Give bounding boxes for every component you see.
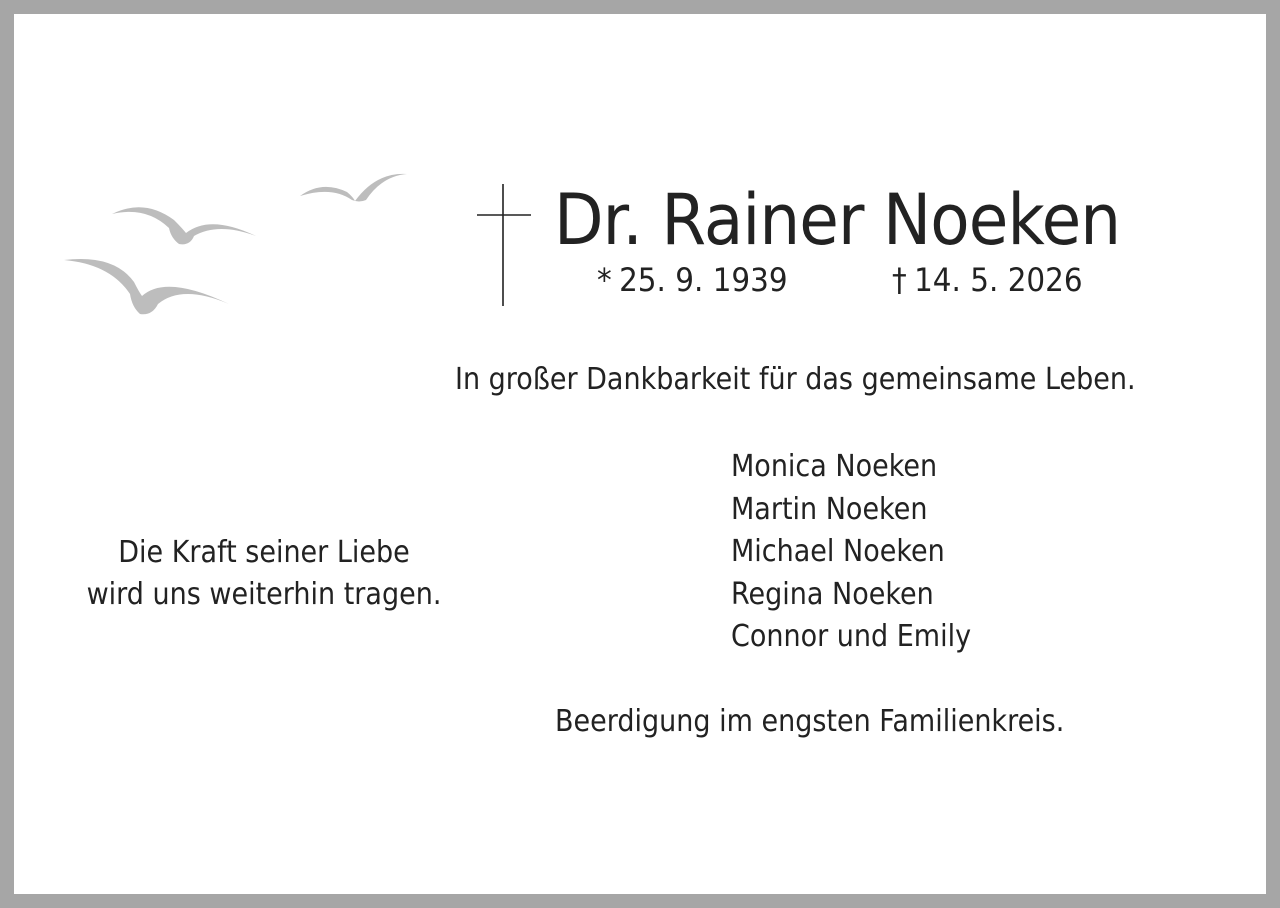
mourner-name: Michael Noeken xyxy=(731,534,945,569)
funeral-note: Beerdigung im engsten Familienkreis. xyxy=(555,704,1065,739)
quote-line: wird uns weiterhin tragen. xyxy=(86,577,442,612)
mourner-name: Connor und Emily xyxy=(731,619,972,654)
seagull-icon xyxy=(112,207,256,244)
mourner-name: Martin Noeken xyxy=(731,491,928,527)
death-symbol: † xyxy=(892,261,907,299)
mourner-name: Monica Noeken xyxy=(731,449,938,484)
seagulls-icon xyxy=(14,14,434,334)
quote-line: Die Kraft seiner Liebe xyxy=(118,535,410,570)
death-date xyxy=(892,258,1083,302)
seagull-icon xyxy=(300,174,407,202)
cross-icon xyxy=(477,184,533,308)
deceased-name: Dr. Rainer Noeken xyxy=(554,179,1121,261)
mourner-list xyxy=(731,446,971,659)
obituary-card xyxy=(14,14,1266,894)
mourner-name: Regina Noeken xyxy=(731,576,934,612)
birth-date xyxy=(597,258,788,302)
birth-date-value: 25. 9. 1939 xyxy=(619,261,788,299)
birth-symbol: * xyxy=(597,261,612,299)
gratitude-line: In großer Dankbarkeit für das gemeinsame Leben. xyxy=(455,362,1136,397)
seagull-icon xyxy=(64,259,229,314)
death-date-value: 14. 5. 2026 xyxy=(914,261,1083,299)
memorial-quote xyxy=(54,532,474,616)
